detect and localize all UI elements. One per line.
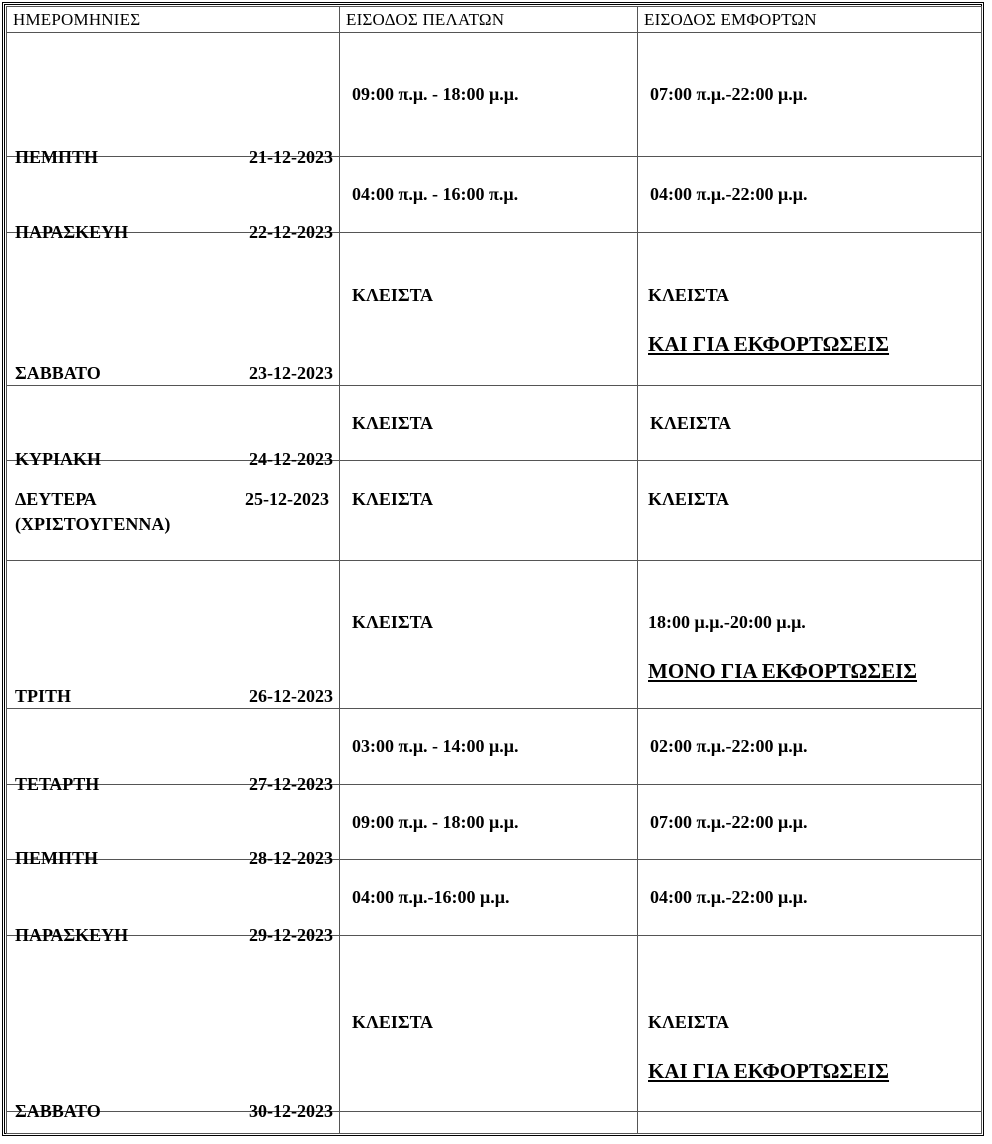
date-value: 26-12-2023 — [249, 685, 333, 706]
customer-hours: 04:00 π.μ.-16:00 μ.μ. — [352, 887, 510, 907]
loading-hours-cell — [638, 386, 982, 461]
date-value: 24-12-2023 — [249, 449, 333, 469]
schedule-table — [6, 6, 982, 1134]
loading-hours-cell — [638, 860, 982, 936]
date-cell — [7, 936, 340, 1121]
loading-note: ΚΑΙ ΓΙΑ ΕΚΦΟΡΤΩΣΕΙΣ — [648, 332, 890, 356]
date-value: 29-12-2023 — [249, 924, 333, 945]
table-row — [7, 785, 982, 860]
loading-hours: 04:00 π.μ.-22:00 μ.μ. — [650, 887, 808, 907]
table-row — [7, 386, 982, 461]
table-row — [7, 233, 982, 386]
loading-note: ΚΑΙ ΓΙΑ ΕΚΦΟΡΤΩΣΕΙΣ — [648, 1059, 890, 1083]
table-row — [7, 936, 982, 1112]
loading-hours: ΚΛΕΙΣΤΑ — [648, 1012, 729, 1032]
loading-hours: 04:00 π.μ.-22:00 μ.μ. — [650, 184, 808, 204]
customer-hours-cell — [340, 157, 638, 233]
loading-hours: 07:00 π.μ.-22:00 μ.μ. — [650, 811, 808, 832]
day-subtitle: (ΧΡΙΣΤΟΥΓΕΝΝΑ) — [15, 514, 171, 534]
date-cell — [7, 386, 340, 469]
date-value: 27-12-2023 — [249, 773, 333, 794]
loading-hours: 07:00 π.μ.-22:00 μ.μ. — [650, 84, 808, 104]
customer-hours: 03:00 π.μ. - 14:00 μ.μ. — [352, 736, 519, 756]
table-row — [7, 33, 982, 157]
customer-hours: 09:00 π.μ. - 18:00 μ.μ. — [352, 811, 519, 832]
customer-hours-cell — [340, 561, 638, 709]
empty-cell — [638, 1112, 982, 1134]
loading-hours: 18:00 μ.μ.-20:00 μ.μ. — [648, 612, 806, 632]
customer-hours-cell — [340, 233, 638, 386]
date-value: 30-12-2023 — [249, 1100, 333, 1121]
date-cell — [7, 785, 340, 868]
table-row — [7, 461, 982, 561]
date-cell — [7, 461, 340, 561]
customer-hours-cell — [340, 709, 638, 785]
header-dates: ΗΜΕΡΟΜΗΝΙΕΣ — [7, 7, 340, 33]
loading-hours-cell — [638, 561, 982, 709]
empty-row — [7, 1112, 982, 1134]
loading-hours-cell — [638, 785, 982, 860]
date-cell — [7, 233, 340, 386]
date-value: 25-12-2023 — [245, 489, 329, 509]
day-name: ΠΑΡΑΣΚΕΥΗ — [15, 924, 129, 945]
customer-hours-cell — [340, 936, 638, 1112]
customer-hours: 09:00 π.μ. - 18:00 μ.μ. — [352, 84, 519, 104]
day-name: ΔΕΥΤΕΡΑ — [15, 489, 97, 509]
date-cell — [7, 157, 340, 242]
day-name: ΠΕΜΠΤΗ — [15, 146, 99, 167]
loading-hours-cell — [638, 461, 982, 561]
customer-hours-cell — [340, 860, 638, 936]
date-value: 23-12-2023 — [249, 363, 333, 383]
customer-hours: ΚΛΕΙΣΤΑ — [352, 489, 433, 509]
date-cell — [7, 561, 340, 709]
loading-hours-cell — [638, 936, 982, 1112]
day-name: ΚΥΡΙΑΚΗ — [15, 449, 102, 469]
loading-hours-cell — [638, 233, 982, 386]
customer-hours-cell — [340, 386, 638, 461]
header-row — [7, 7, 982, 33]
loading-hours: ΚΛΕΙΣΤΑ — [650, 412, 731, 433]
loading-hours-cell — [638, 709, 982, 785]
header-customer-entry: ΕΙΣΟΔΟΣ ΠΕΛΑΤΩΝ — [340, 7, 638, 33]
loading-hours: ΚΛΕΙΣΤΑ — [648, 285, 729, 305]
date-cell — [7, 33, 340, 167]
loading-hours-cell — [638, 33, 982, 157]
customer-hours: 04:00 π.μ. - 16:00 π.μ. — [352, 184, 519, 204]
loading-hours: ΚΛΕΙΣΤΑ — [648, 489, 729, 509]
loading-note: ΜΟΝΟ ΓΙΑ ΕΚΦΟΡΤΩΣΕΙΣ — [648, 659, 918, 683]
day-name: ΤΡΙΤΗ — [15, 685, 72, 706]
date-value: 28-12-2023 — [249, 848, 333, 868]
day-name: ΠΕΜΠΤΗ — [15, 848, 99, 868]
day-name: ΣΑΒΒΑΤΟ — [15, 1100, 101, 1121]
customer-hours-cell — [340, 785, 638, 860]
loading-hours: 02:00 π.μ.-22:00 μ.μ. — [650, 736, 808, 756]
customer-hours-cell — [340, 33, 638, 157]
table-row — [7, 561, 982, 709]
day-name: ΣΑΒΒΑΤΟ — [15, 363, 101, 383]
day-name: ΠΑΡΑΣΚΕΥΗ — [15, 221, 129, 242]
table-row — [7, 709, 982, 785]
empty-cell — [340, 1112, 638, 1134]
date-cell — [7, 860, 340, 945]
customer-hours: ΚΛΕΙΣΤΑ — [352, 612, 433, 632]
loading-hours-cell — [638, 157, 982, 233]
date-cell — [7, 709, 340, 794]
customer-hours: ΚΛΕΙΣΤΑ — [352, 1012, 433, 1032]
customer-hours-cell — [340, 461, 638, 561]
header-loading-entry: ΕΙΣΟΔΟΣ ΕΜΦΟΡΤΩΝ — [638, 7, 982, 33]
customer-hours: ΚΛΕΙΣΤΑ — [352, 412, 433, 433]
table-row — [7, 860, 982, 936]
date-value: 22-12-2023 — [249, 221, 333, 242]
customer-hours: ΚΛΕΙΣΤΑ — [352, 285, 433, 305]
date-value: 21-12-2023 — [249, 146, 333, 167]
day-name: ΤΕΤΑΡΤΗ — [15, 773, 100, 794]
table-row — [7, 157, 982, 233]
